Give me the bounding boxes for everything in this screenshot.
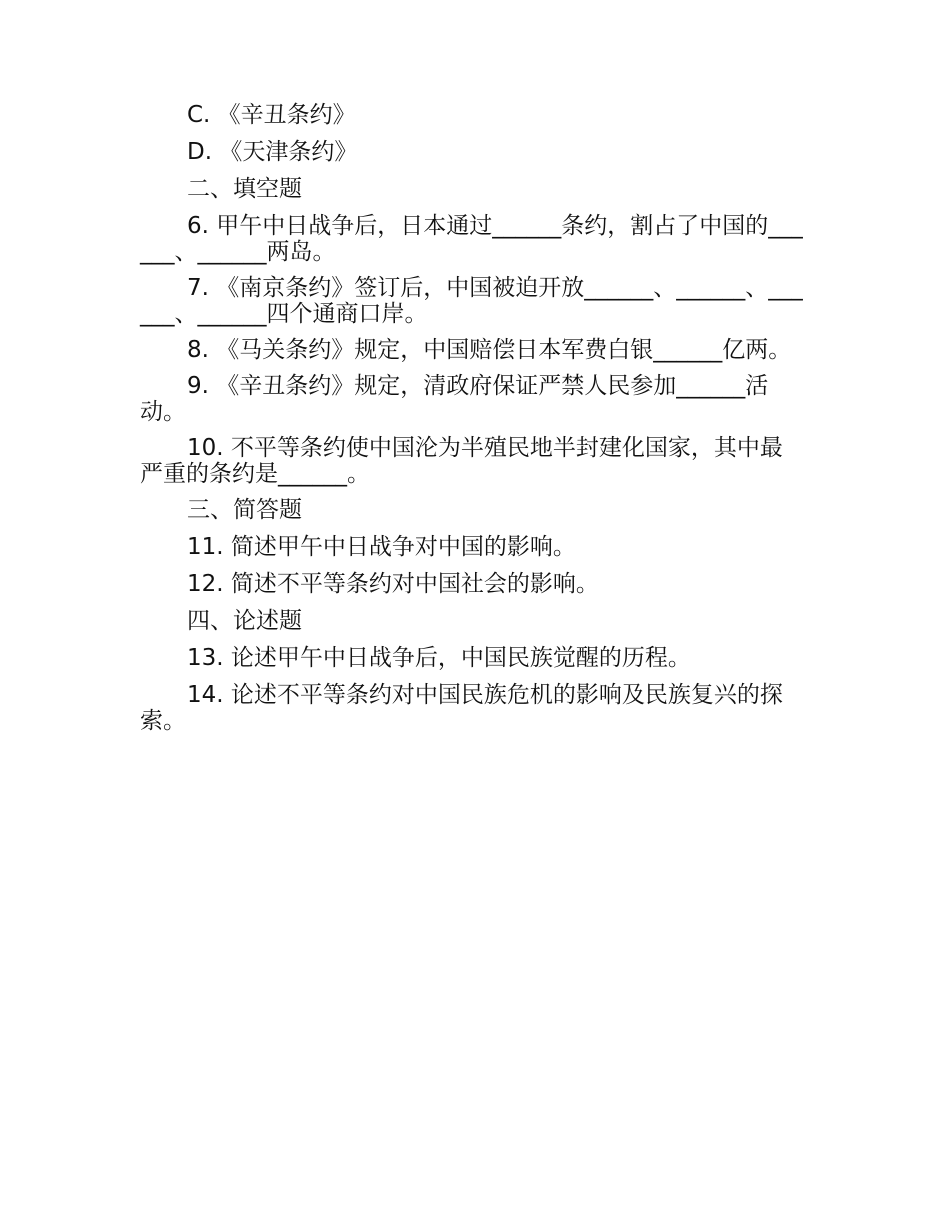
- option-c: C. 《辛丑条约》: [187, 102, 356, 128]
- option-d: D. 《天津条约》: [187, 139, 358, 165]
- question-10: 10. 不平等条约使中国沦为半殖民地半封建化国家，其中最严重的条约是______。: [140, 435, 783, 487]
- question-14: 14. 论述不平等条约对中国民族危机的影响及民族复兴的探索。: [140, 682, 783, 734]
- section-heading-essay: 四、论述题: [187, 608, 302, 634]
- document-body: [140, 102, 805, 744]
- question-7: 7. 《南京条约》签订后，中国被迫开放______、______、______、______四个通商口岸。: [140, 275, 803, 327]
- question-9: 9. 《辛丑条约》规定，清政府保证严禁人民参加______活动。: [140, 373, 769, 425]
- question-6: 6. 甲午中日战争后，日本通过______条约，割占了中国的______、______两岛。: [140, 213, 803, 265]
- question-13: 13. 论述甲午中日战争后，中国民族觉醒的历程。: [187, 645, 691, 671]
- section-heading-short-answer: 三、简答题: [187, 497, 302, 523]
- question-8: 8. 《马关条约》规定，中国赔偿日本军费白银______亿两。: [187, 337, 792, 363]
- question-11: 11. 简述甲午中日战争对中国的影响。: [187, 534, 576, 560]
- section-heading-fill-in: 二、填空题: [187, 176, 302, 202]
- question-12: 12. 简述不平等条约对中国社会的影响。: [187, 571, 599, 597]
